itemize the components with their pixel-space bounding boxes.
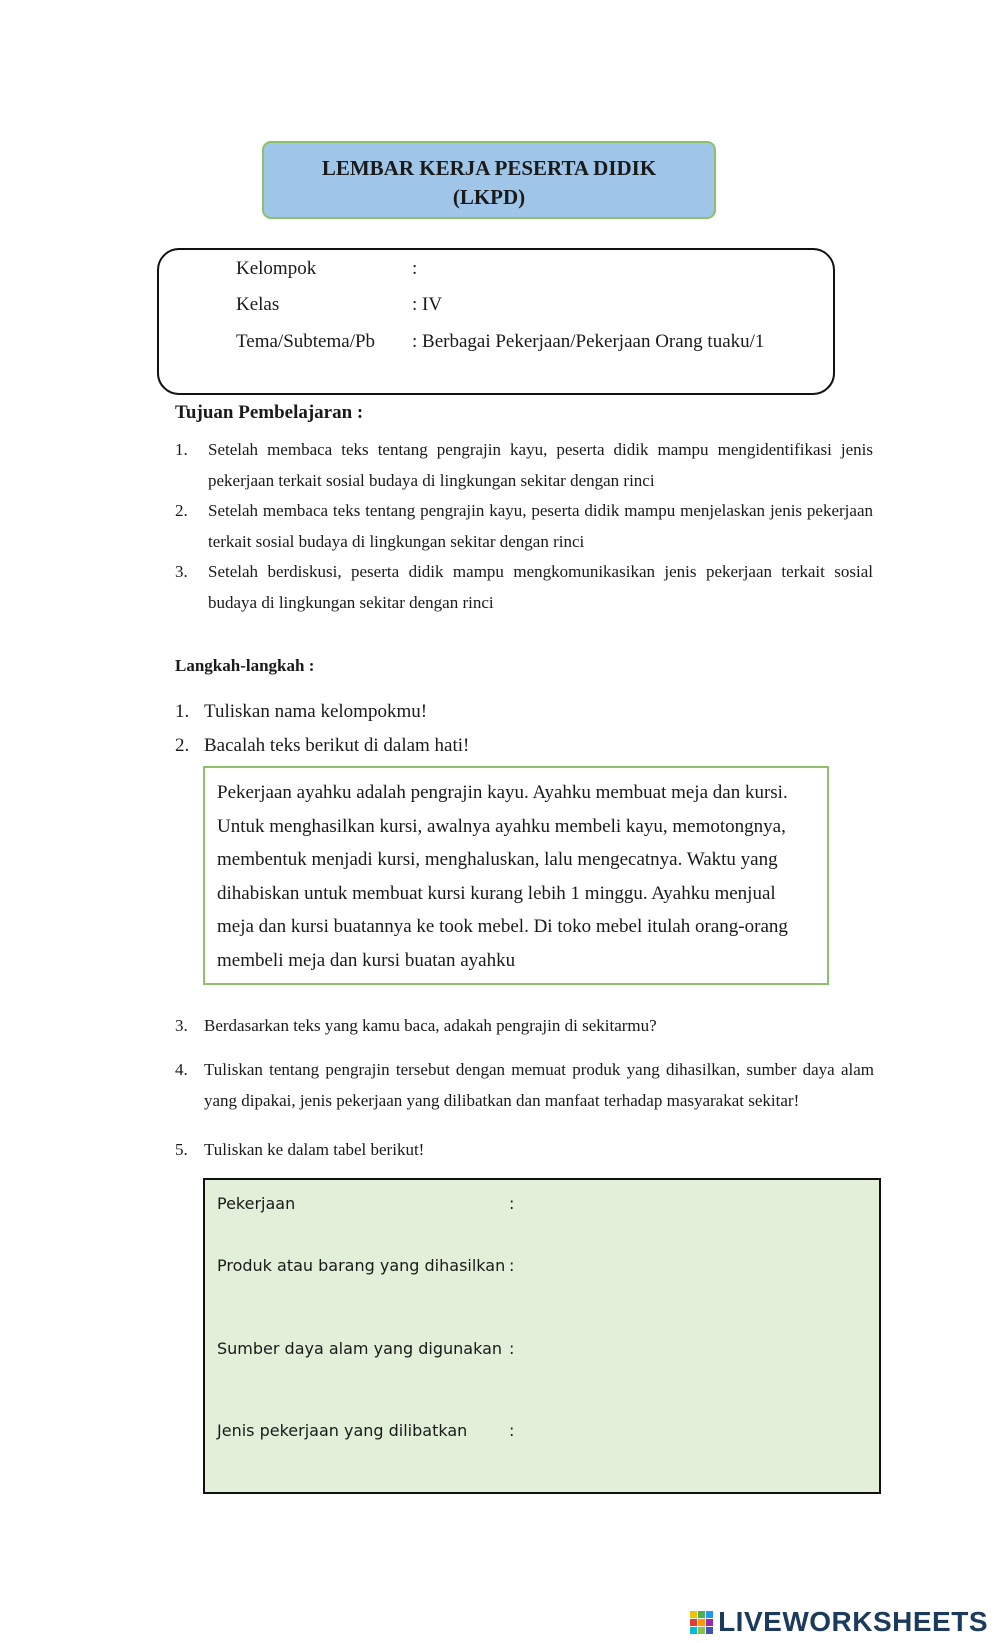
reading-text: Pekerjaan ayahku adalah pengrajin kayu. Ayahku membuat meja dan kursi. Untuk menghasilkan kursi, awalnya ayahku membeli kayu, memotongnya, membentuk menjadi kursi, menghaluskan, lalu mengecatnya. Waktu yang dihabiskan untuk membuat kursi kurang lebih 1 minggu. Ayahku menjual meja dan kursi buatannya ke took mebel. Di toko mebel itulah orang-orang membeli meja dan kursi buatan ayahku (217, 782, 788, 971)
table-row-label: Pekerjaan (217, 1194, 296, 1213)
langkah-item: Tuliskan nama kelompokmu! (204, 701, 428, 722)
table-row-colon[interactable]: : (509, 1256, 515, 1275)
worksheet-title-box (262, 141, 716, 219)
info-value[interactable]: : (412, 258, 418, 279)
info-label: Tema/Subtema/Pb (236, 331, 376, 352)
info-value: : Berbagai Pekerjaan/Pekerjaan Orang tuaku/1 (412, 331, 765, 352)
liveworksheets-logo (690, 1607, 988, 1637)
info-value: : IV (412, 294, 443, 315)
table-row-colon[interactable]: : (509, 1421, 515, 1440)
langkah-number: 1. (175, 701, 190, 722)
table-row-colon[interactable]: : (509, 1339, 515, 1358)
langkah-item: Tuliskan ke dalam tabel berikut! (204, 1140, 425, 1159)
langkah-item: Berdasarkan teks yang kamu baca, adakah pengrajin di sekitarmu? (204, 1016, 657, 1035)
table-row-colon[interactable]: : (509, 1194, 515, 1213)
logo-square (706, 1619, 713, 1626)
info-label: Kelompok (236, 258, 317, 279)
tujuan-number: 2. (175, 501, 188, 520)
worksheet-title: LEMBAR KERJA PESERTA DIDIK (321, 156, 657, 180)
logo-square (690, 1611, 697, 1618)
logo-square (698, 1619, 705, 1626)
tujuan-item: Setelah berdiskusi, peserta didik mampu mengkomunikasikan jenis pekerjaan terkait sosial budaya di lingkungan sekitar dengan rinci (208, 562, 873, 612)
langkah-number: 2. (175, 735, 190, 756)
langkah-item: Tuliskan tentang pengrajin tersebut dengan memuat produk yang dihasilkan, sumber daya alam yang dipakai, jenis pekerjaan yang dilibatkan dan manfaat terhadap masyarakat sekitar! (204, 1060, 874, 1110)
logo-square (698, 1627, 705, 1634)
logo-square (706, 1627, 713, 1634)
logo-text: LIVEWORKSHEETS (718, 1606, 988, 1637)
tujuan-number: 1. (175, 440, 188, 459)
tujuan-heading: Tujuan Pembelajaran : (175, 402, 364, 423)
info-label: Kelas (236, 294, 280, 315)
langkah-number: 4. (175, 1060, 188, 1079)
logo-square (706, 1611, 713, 1618)
table-row-label: Sumber daya alam yang digunakan (217, 1339, 503, 1358)
table-row-label: Produk atau barang yang dihasilkan (217, 1256, 506, 1275)
reading-text-box (203, 766, 829, 985)
logo-square (698, 1611, 705, 1618)
table-row-label: Jenis pekerjaan yang dilibatkan (217, 1421, 468, 1440)
tujuan-item: Setelah membaca teks tentang pengrajin kayu, peserta didik mampu menjelaskan jenis pekerjaan terkait sosial budaya di lingkungan sekitar dengan rinci (208, 501, 873, 551)
logo-square (690, 1619, 697, 1626)
tujuan-number: 3. (175, 562, 188, 581)
langkah-number: 3. (175, 1016, 188, 1035)
answer-table (203, 1178, 881, 1494)
langkah-item: Bacalah teks berikut di dalam hati! (204, 735, 470, 756)
logo-grid-icon (690, 1611, 713, 1634)
logo-square (690, 1627, 697, 1634)
langkah-number: 5. (175, 1140, 188, 1159)
worksheet-subtitle: (LKPD) (452, 185, 526, 209)
langkah-heading: Langkah-langkah : (175, 656, 315, 675)
tujuan-item: Setelah membaca teks tentang pengrajin kayu, peserta didik mampu mengidentifikasi jenis pekerjaan terkait sosial budaya di lingkungan sekitar dengan rinci (208, 440, 873, 490)
